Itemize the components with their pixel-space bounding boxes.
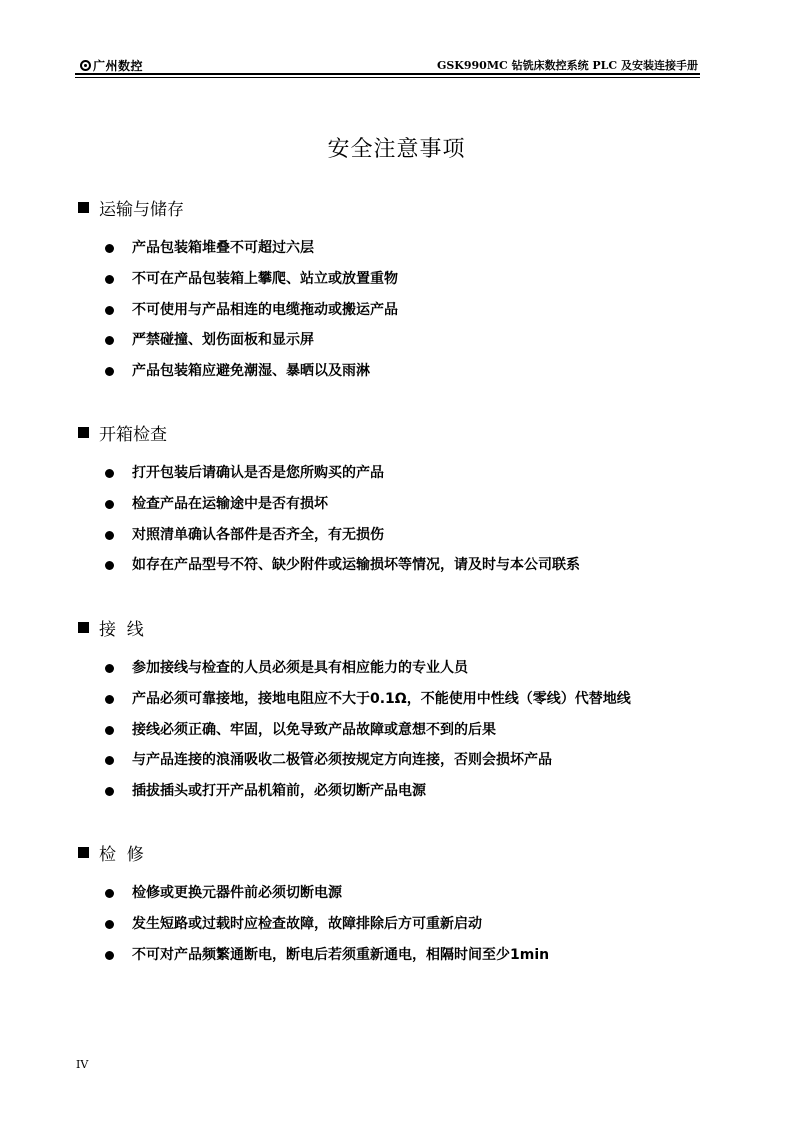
- bullet-icon: [105, 756, 114, 765]
- bullet-icon: [105, 275, 114, 284]
- bullet-icon: [105, 336, 114, 345]
- bullet-icon: [105, 244, 114, 253]
- section-heading: [78, 195, 398, 219]
- item-text: 严禁碰撞、划伤面板和显示屏: [132, 332, 314, 349]
- company-logo: [80, 57, 143, 74]
- item-text: 发生短路或过载时应检查故障，故障排除后方可重新启动: [132, 915, 482, 932]
- list-item: [78, 520, 580, 551]
- item-text: 对照清单确认各部件是否齐全，有无损伤: [132, 526, 384, 543]
- section-wiring: [78, 615, 631, 807]
- list-item: [78, 295, 398, 326]
- item-list: [78, 458, 580, 581]
- item-text: 与产品连接的浪涌吸收二极管必须按规定方向连接，否则会损坏产品: [132, 752, 552, 769]
- list-item: [78, 745, 631, 776]
- page-title: 安全注意事项: [327, 137, 466, 162]
- bullet-icon: [105, 561, 114, 570]
- manual-title: GSK990MC 钻铣床数控系统 PLC 及安装连接手册: [436, 59, 698, 72]
- section-heading: [78, 840, 549, 864]
- square-bullet-icon: [78, 202, 89, 213]
- item-text: 不可使用与产品相连的电缆拖动或搬运产品: [132, 301, 398, 318]
- logo-icon: [80, 60, 91, 71]
- item-list: [78, 233, 398, 387]
- list-item: [78, 940, 549, 971]
- bullet-icon: [105, 920, 114, 929]
- bullet-icon: [105, 951, 114, 960]
- item-text: 检查产品在运输途中是否有损坏: [132, 495, 328, 512]
- bullet-icon: [105, 469, 114, 478]
- item-text: 参加接线与检查的人员必须是具有相应能力的专业人员: [132, 660, 468, 676]
- item-text: 产品包装箱应避免潮湿、暴晒以及雨淋: [132, 363, 370, 380]
- section-heading-text: 检 修: [99, 844, 144, 865]
- item-text: 检修或更换元器件前必须切断电源: [132, 885, 342, 901]
- list-item: [78, 715, 631, 746]
- item-list: [78, 653, 631, 807]
- item-text: 如存在产品型号不符、缺少附件或运输损坏等情况，请及时与本公司联系: [132, 557, 580, 574]
- item-list: [78, 878, 549, 970]
- section-maintenance: [78, 840, 549, 970]
- list-item: [78, 550, 580, 581]
- bullet-icon: [105, 889, 114, 898]
- page-header: [75, 55, 700, 75]
- list-item: [78, 684, 631, 715]
- item-text: 产品必须可靠接地，接地电阻应不大于0.1Ω，不能使用中性线（零线）代替地线: [132, 690, 631, 707]
- section-heading: [78, 615, 631, 639]
- section-heading-text: 开箱检查: [99, 424, 167, 445]
- logo-text: 广州数控: [93, 59, 144, 73]
- item-text: 打开包装后请确认是否是您所购买的产品: [132, 465, 384, 481]
- item-text: 接线必须正确、牢固，以免导致产品故障或意想不到的后果: [132, 721, 496, 738]
- list-item: [78, 233, 398, 264]
- bullet-icon: [105, 726, 114, 735]
- item-text: 不可在产品包装箱上攀爬、站立或放置重物: [132, 270, 398, 287]
- section-unpacking-check: [78, 420, 580, 581]
- list-item: [78, 878, 549, 909]
- header-rule-thin: [75, 77, 700, 78]
- list-item: [78, 264, 398, 295]
- square-bullet-icon: [78, 847, 89, 858]
- header-rule-thick: [75, 73, 700, 75]
- list-item: [78, 909, 549, 940]
- bullet-icon: [105, 500, 114, 509]
- square-bullet-icon: [78, 622, 89, 633]
- bullet-icon: [105, 787, 114, 796]
- list-item: [78, 653, 631, 684]
- list-item: [78, 776, 631, 807]
- section-heading: [78, 420, 580, 444]
- item-text: 插拔插头或打开产品机箱前，必须切断产品电源: [132, 783, 426, 800]
- item-text: 产品包装箱堆叠不可超过六层: [132, 240, 314, 256]
- bullet-icon: [105, 306, 114, 315]
- bullet-icon: [105, 531, 114, 540]
- list-item: [78, 325, 398, 356]
- list-item: [78, 489, 580, 520]
- item-text: 不可对产品频繁通断电，断电后若须重新通电，相隔时间至少1min: [132, 946, 550, 963]
- section-heading-text: 接 线: [99, 619, 144, 640]
- list-item: [78, 458, 580, 489]
- square-bullet-icon: [78, 427, 89, 438]
- bullet-icon: [105, 695, 114, 704]
- list-item: [78, 356, 398, 387]
- page-number: IV: [76, 1058, 89, 1071]
- bullet-icon: [105, 664, 114, 673]
- bullet-icon: [105, 367, 114, 376]
- section-heading-text: 运输与储存: [99, 199, 184, 220]
- section-transport-storage: [78, 195, 398, 387]
